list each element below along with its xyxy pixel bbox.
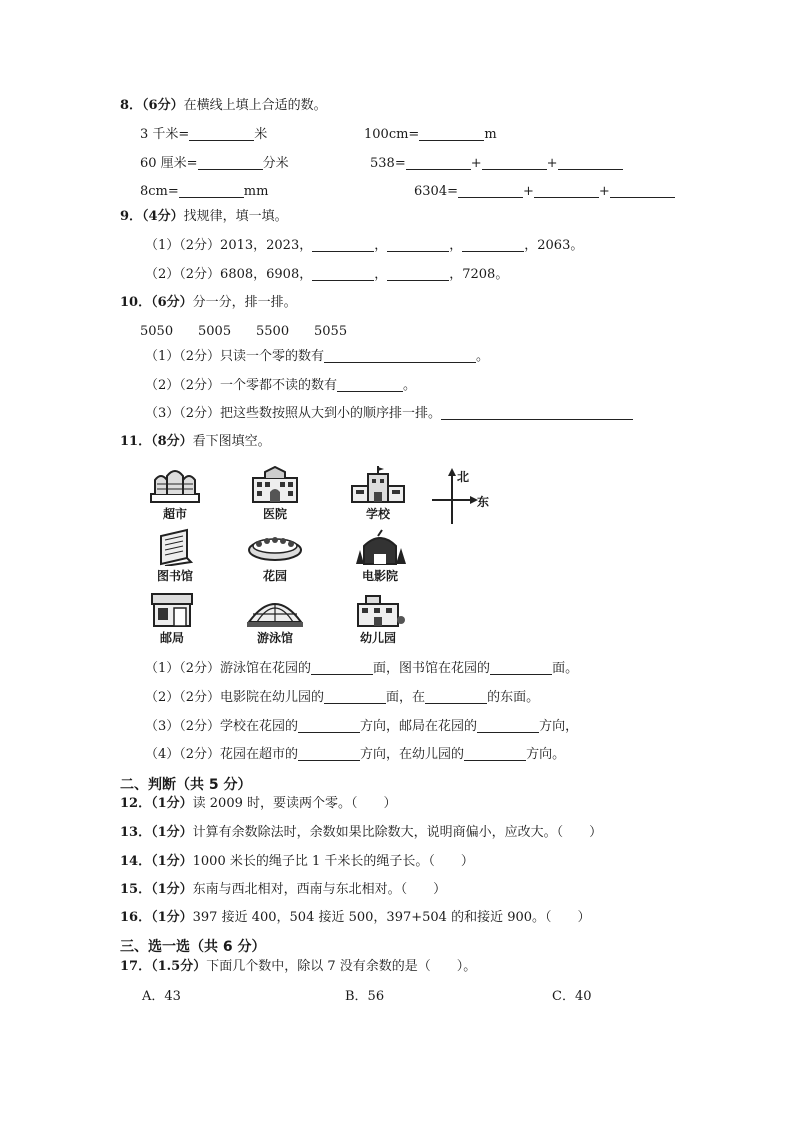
q11-sub4 <box>145 746 565 764</box>
building-library <box>135 528 215 584</box>
q11-sub3 <box>145 718 578 736</box>
answer-blank[interactable] <box>610 183 675 198</box>
q8-row1-right <box>364 126 497 144</box>
answer-blank[interactable] <box>298 718 360 733</box>
q11-sub1-text: 面。 <box>552 661 579 676</box>
kindergarten-icon <box>348 590 408 628</box>
q11-sub2 <box>145 689 539 707</box>
answer-blank[interactable] <box>311 660 373 675</box>
answer-blank[interactable] <box>324 348 476 363</box>
east-label: 东 <box>477 495 490 509</box>
section-title-choice: 三、选一选（共 6 分） <box>120 939 266 955</box>
q10-sub3-text: （3）（2分）把这些数按照从大到小的顺序排一排。 <box>145 406 442 421</box>
number-item: 5050 <box>140 324 174 339</box>
building-label: 超市 <box>162 507 187 521</box>
q8-row2-left <box>140 155 289 173</box>
building-label: 医院 <box>262 507 287 521</box>
q11-sub4-text: 方向，在幼儿园的 <box>360 747 465 762</box>
building-swimming-pool <box>235 590 315 646</box>
answer-blank[interactable] <box>298 746 360 761</box>
question-text: 东南与西北相对，西南与东北相对。（ ） <box>192 882 447 897</box>
question-14 <box>120 853 474 871</box>
q11-number: 11．（8分） <box>120 434 193 449</box>
question-12 <box>120 795 397 813</box>
question-17 <box>120 958 476 976</box>
building-label: 图书馆 <box>156 569 193 583</box>
q8-r1b-label: 100cm= <box>364 127 420 142</box>
q11-title <box>120 433 271 451</box>
swimming-pool-icon <box>243 590 307 628</box>
q8-r2a-label: 60 厘米= <box>140 156 198 171</box>
q8-r2b-label: 538= <box>370 156 406 171</box>
q8-r3a-label: 8cm= <box>140 184 179 199</box>
question-number: 15．（1分） <box>120 882 193 897</box>
answer-blank[interactable] <box>324 689 386 704</box>
option-b[interactable]: B．56 <box>345 989 385 1004</box>
answer-blank[interactable] <box>425 689 487 704</box>
q11-sub2-text: 的东面。 <box>487 690 540 705</box>
period: 。 <box>403 378 417 393</box>
answer-blank[interactable] <box>482 155 547 170</box>
question-16 <box>120 909 591 927</box>
q8-row3-right <box>414 183 675 201</box>
answer-blank[interactable] <box>534 183 599 198</box>
q10-numbers <box>140 323 372 341</box>
answer-blank[interactable] <box>462 237 524 252</box>
q10-number: 10．（6分） <box>120 295 193 310</box>
q8-number: 8．（6分） <box>120 98 184 113</box>
school-icon <box>348 466 408 504</box>
q9-number: 9．（4分） <box>120 209 184 224</box>
answer-blank[interactable] <box>387 266 449 281</box>
answer-blank[interactable] <box>406 155 471 170</box>
option-c[interactable]: C．40 <box>552 989 592 1004</box>
q11-sub3-text: 方向，邮局在花园的 <box>360 719 478 734</box>
post-office-icon <box>144 590 200 628</box>
q9-sub1 <box>145 237 583 255</box>
supermarket-icon <box>147 466 203 504</box>
answer-blank[interactable] <box>387 237 449 252</box>
answer-blank[interactable] <box>441 405 633 420</box>
q9-sub2 <box>145 266 508 284</box>
comma: ， <box>374 267 388 282</box>
question-15 <box>120 881 446 899</box>
building-hospital <box>235 466 315 522</box>
q11-prompt: 看下图填空。 <box>192 434 271 449</box>
question-text: 397 接近 400，504 接近 500，397+504 的和接近 900。（ ） <box>192 910 591 925</box>
question-text: 下面几个数中，除以 7 没有余数的是（ ）。 <box>206 959 477 974</box>
compass <box>430 466 490 526</box>
answer-blank[interactable] <box>477 718 539 733</box>
question-number: 14．（1分） <box>120 854 193 869</box>
plus-sign: + <box>598 184 610 199</box>
q11-sub1 <box>145 660 578 678</box>
q8-r2a-unit: 分米 <box>262 156 289 171</box>
q9-sub1-suffix: ，2063。 <box>524 238 584 253</box>
q9-prompt: 找规律，填一填。 <box>183 209 288 224</box>
comma: ， <box>374 238 388 253</box>
q8-r3a-unit: mm <box>243 184 269 199</box>
answer-blank[interactable] <box>558 155 623 170</box>
q11-sub4-text: （4）（2分）花园在超市的 <box>145 747 299 762</box>
answer-blank[interactable] <box>312 266 374 281</box>
answer-blank[interactable] <box>337 377 403 392</box>
section-title-judgement: 二、判断（共 5 分） <box>120 777 252 793</box>
building-supermarket <box>135 466 215 522</box>
hospital-icon <box>247 466 303 504</box>
q10-sub1-text: （1）（2分）只读一个零的数有 <box>145 349 325 364</box>
plus-sign: + <box>522 184 534 199</box>
q9-title <box>120 208 288 226</box>
q9-sub1-prefix: （1）（2分）2013，2023， <box>145 238 313 253</box>
number-item: 5500 <box>256 324 290 339</box>
answer-blank[interactable] <box>179 183 244 198</box>
building-school <box>338 466 418 522</box>
cinema-icon <box>350 528 410 566</box>
q10-sub2-text: （2）（2分）一个零都不读的数有 <box>145 378 338 393</box>
q9-sub2-prefix: （2）（2分）6808，6908， <box>145 267 313 282</box>
q8-r3b-label: 6304= <box>414 184 458 199</box>
building-label: 电影院 <box>361 569 398 583</box>
q8-row1-left <box>140 126 267 144</box>
comma: ， <box>449 238 463 253</box>
building-post-office <box>132 590 212 646</box>
question-text: 1000 米长的绳子比 1 千米长的绳子长。（ ） <box>192 854 474 869</box>
period: 。 <box>476 349 490 364</box>
answer-blank[interactable] <box>312 237 374 252</box>
question-text: 读 2009 时，要读两个零。（ ） <box>192 796 397 811</box>
building-label: 幼儿园 <box>359 631 396 645</box>
plus-sign: + <box>470 156 482 171</box>
q10-prompt: 分一分，排一排。 <box>192 295 297 310</box>
garden-icon <box>245 528 305 566</box>
plus-sign: + <box>546 156 558 171</box>
q8-title <box>120 97 327 115</box>
number-item: 5055 <box>314 324 348 339</box>
q11-sub4-text: 方向。 <box>526 747 566 762</box>
answer-blank[interactable] <box>464 746 526 761</box>
q11-sub3-text: （3）（2分）学校在花园的 <box>145 719 299 734</box>
question-number: 13．（1分） <box>120 825 193 840</box>
building-label: 邮局 <box>159 631 184 645</box>
q11-sub1-text: 面，图书馆在花园的 <box>373 661 491 676</box>
answer-blank[interactable] <box>189 126 254 141</box>
q10-sub2 <box>145 377 416 395</box>
q8-r1b-unit: m <box>484 127 497 142</box>
answer-blank[interactable] <box>198 155 263 170</box>
question-number: 17．（1.5分） <box>120 959 207 974</box>
building-label: 学校 <box>365 507 390 521</box>
option-a[interactable]: A．43 <box>142 989 181 1004</box>
q8-row3-left <box>140 183 268 201</box>
question-13 <box>120 824 602 842</box>
building-kindergarten <box>338 590 418 646</box>
q11-sub3-text: 方向， <box>539 719 579 734</box>
north-label: 北 <box>457 470 470 484</box>
building-label: 游泳馆 <box>256 631 293 645</box>
answer-blank[interactable] <box>458 183 523 198</box>
question-number: 16．（1分） <box>120 910 193 925</box>
q10-sub1 <box>145 348 489 366</box>
q8-row2-right <box>370 155 623 173</box>
building-cinema <box>340 528 420 584</box>
q11-sub2-text: 面，在 <box>386 690 426 705</box>
building-label: 花园 <box>262 569 287 583</box>
q9-sub2-suffix: ，7208。 <box>449 267 509 282</box>
answer-blank[interactable] <box>419 126 484 141</box>
q8-prompt: 在横线上填上合适的数。 <box>183 98 327 113</box>
q8-r1a-unit: 米 <box>254 127 268 142</box>
direction-map <box>140 458 500 648</box>
answer-blank[interactable] <box>490 660 552 675</box>
building-garden <box>235 528 315 584</box>
q11-sub1-text: （1）（2分）游泳馆在花园的 <box>145 661 312 676</box>
q10-sub3 <box>145 405 633 423</box>
question-number: 12．（1分） <box>120 796 193 811</box>
library-icon <box>147 528 203 566</box>
q10-title <box>120 294 297 312</box>
number-item: 5005 <box>198 324 232 339</box>
q11-sub2-text: （2）（2分）电影院在幼儿园的 <box>145 690 325 705</box>
question-text: 计算有余数除法时，余数如果比除数大，说明商偏小，应改大。（ ） <box>192 825 603 840</box>
q8-r1a-label: 3 千米= <box>140 127 190 142</box>
